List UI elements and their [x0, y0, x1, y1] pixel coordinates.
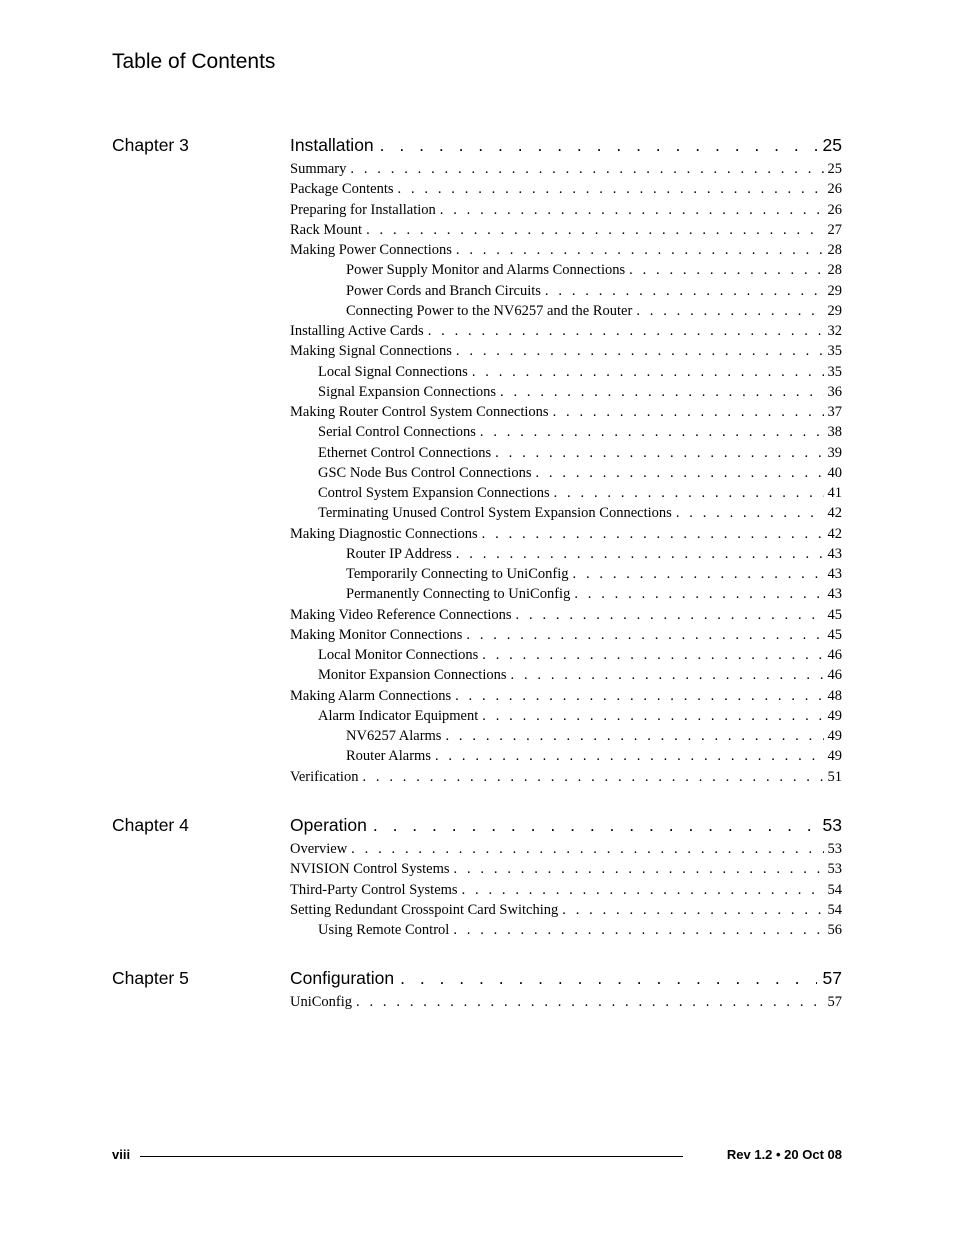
entry-page: 27	[827, 221, 842, 238]
entry-page: 57	[827, 994, 842, 1010]
toc-entry[interactable]	[290, 200, 842, 220]
toc-entry[interactable]	[290, 402, 842, 422]
toc-entry[interactable]	[290, 159, 842, 179]
entry-page: 56	[827, 922, 842, 938]
chapter-label: Chapter 4	[112, 815, 189, 835]
toc-entry[interactable]	[290, 544, 842, 564]
leader-dots	[573, 564, 824, 584]
leader-dots	[456, 341, 824, 361]
toc-entry[interactable]	[290, 503, 842, 523]
entry-title: Alarm Indicator Equipment	[318, 707, 479, 724]
entry-page: 28	[827, 262, 842, 279]
chapter-label: Chapter 5	[112, 968, 189, 988]
leader-dots	[553, 402, 824, 422]
entry-title: UniConfig	[290, 994, 353, 1010]
toc-entry-list	[290, 159, 842, 787]
toc-entry[interactable]	[290, 220, 842, 240]
toc-entry-list	[290, 839, 842, 940]
leader-dots	[482, 706, 823, 726]
entry-page: 25	[827, 161, 842, 177]
leader-dots	[453, 920, 823, 940]
entry-title: Using Remote Control	[318, 922, 450, 938]
leader-dots	[535, 463, 823, 483]
entry-title: Serial Control Connections	[318, 424, 476, 441]
toc-entry[interactable]	[290, 443, 842, 463]
entry-title: Making Router Control System Connections	[290, 404, 549, 420]
entry-title: Summary	[290, 161, 347, 177]
leader-dots	[428, 321, 824, 341]
toc-entry[interactable]	[290, 900, 842, 920]
entry-page: 29	[827, 302, 842, 319]
toc-entry[interactable]	[290, 880, 842, 900]
entry-page: 43	[827, 566, 842, 582]
entry-title: Router Alarms	[346, 748, 431, 765]
leader-dots	[466, 625, 823, 645]
entry-title: Router IP Address	[346, 545, 452, 562]
entry-title: Signal Expansion Connections	[318, 383, 497, 400]
entry-page: 42	[827, 525, 842, 542]
entry-title: Power Cords and Branch Circuits	[346, 282, 541, 299]
chapter-page: 25	[822, 135, 842, 155]
entry-page: 48	[827, 687, 842, 704]
toc-entry[interactable]	[290, 382, 842, 402]
entry-title: NV6257 Alarms	[346, 728, 442, 744]
toc-entry[interactable]	[290, 686, 842, 706]
leader-dots	[356, 992, 823, 1012]
entry-page: 40	[827, 464, 842, 481]
toc-entry[interactable]	[290, 605, 842, 625]
entry-page: 26	[827, 201, 842, 218]
toc-entry[interactable]	[290, 564, 842, 584]
entry-page: 43	[827, 586, 842, 603]
toc-entry[interactable]	[290, 584, 842, 604]
leader-dots	[455, 686, 823, 706]
leader-dots	[398, 179, 824, 199]
entry-page: 46	[827, 647, 842, 663]
toc-entry[interactable]	[290, 767, 842, 787]
leader-dots	[362, 767, 823, 787]
toc-entry[interactable]	[290, 281, 842, 301]
leader-dots	[636, 301, 823, 321]
entry-page: 42	[827, 505, 842, 522]
entry-title: Rack Mount	[290, 221, 363, 238]
entry-page: 45	[827, 606, 842, 623]
chapter-label: Chapter 3	[112, 135, 189, 155]
leader-dots	[495, 443, 823, 463]
entry-page: 36	[827, 383, 842, 400]
leader-dots	[462, 880, 824, 900]
entry-title: Ethernet Control Connections	[318, 444, 492, 461]
entry-page: 41	[827, 485, 842, 501]
toc-entry[interactable]	[290, 746, 842, 766]
entry-page: 35	[827, 363, 842, 380]
chapter-heading-link[interactable]	[290, 133, 842, 157]
leader-dots	[456, 240, 824, 260]
entry-title: Making Monitor Connections	[290, 626, 463, 643]
leader-dots	[445, 726, 823, 746]
leader-dots	[545, 281, 824, 301]
toc-entry[interactable]	[290, 859, 842, 879]
leader-dots	[472, 362, 824, 382]
entry-page: 53	[827, 861, 842, 878]
toc-entry[interactable]	[290, 260, 842, 280]
entry-page: 35	[827, 343, 842, 360]
entry-title: Installing Active Cards	[290, 323, 424, 339]
leader-dots	[454, 859, 824, 879]
entry-page: 39	[827, 444, 842, 461]
entry-title: Monitor Expansion Connections	[318, 667, 507, 684]
leader-dots	[482, 645, 823, 665]
chapter-page: 57	[822, 968, 842, 988]
page-footer	[112, 1146, 842, 1164]
leader-dots	[676, 503, 824, 523]
entry-page: 54	[827, 901, 842, 918]
chapter-page: 53	[822, 815, 842, 835]
entry-page: 49	[827, 707, 842, 724]
entry-page: 32	[827, 323, 842, 339]
chapter-heading-link[interactable]	[290, 813, 842, 837]
entry-title: Making Alarm Connections	[290, 687, 452, 704]
leader-dots	[480, 422, 824, 442]
entry-title: Permanently Connecting to UniConfig	[346, 586, 571, 603]
footer-revision: Rev 1.2 • 20 Oct 08	[726, 1147, 842, 1162]
leader-dots	[456, 544, 824, 564]
toc-entry[interactable]	[290, 625, 842, 645]
entry-page: 51	[827, 768, 842, 785]
toc-entry[interactable]	[290, 920, 842, 940]
entry-page: 37	[827, 404, 842, 420]
entry-title: Terminating Unused Control System Expansion Connections	[318, 505, 672, 522]
footer-page-number: viii	[112, 1147, 131, 1162]
entry-title: Local Signal Connections	[318, 363, 468, 380]
leader-dots	[400, 966, 816, 990]
toc-entry[interactable]	[290, 463, 842, 483]
entry-page: 54	[827, 881, 842, 898]
entry-title: Package Contents	[290, 181, 394, 198]
entry-title: Temporarily Connecting to UniConfig	[346, 566, 569, 582]
toc-entry[interactable]	[290, 362, 842, 382]
toc-entry[interactable]	[290, 179, 842, 199]
toc-entry-list	[290, 992, 842, 1012]
leader-dots	[482, 524, 824, 544]
page-title: Table of Contents	[112, 50, 276, 73]
toc-entry[interactable]	[290, 645, 842, 665]
entry-title: NVISION Control Systems	[290, 861, 450, 878]
leader-dots	[554, 483, 824, 503]
toc-entry[interactable]	[290, 483, 842, 503]
entry-title: Control System Expansion Connections	[318, 485, 550, 501]
leader-dots	[500, 382, 823, 402]
toc-entry[interactable]	[290, 240, 842, 260]
entry-page: 26	[827, 181, 842, 198]
entry-title: Setting Redundant Crosspoint Card Switching	[290, 901, 559, 918]
entry-title: Third-Party Control Systems	[290, 881, 458, 898]
toc-entry[interactable]	[290, 665, 842, 685]
leader-dots	[562, 900, 823, 920]
entry-title: Making Signal Connections	[290, 343, 452, 360]
toc-entry[interactable]	[290, 524, 842, 544]
entry-title: Preparing for Installation	[290, 201, 436, 218]
toc-entry[interactable]	[290, 321, 842, 341]
entry-page: 46	[827, 667, 842, 684]
entry-title: Local Monitor Connections	[318, 647, 479, 663]
toc-entry[interactable]	[290, 839, 842, 859]
entry-page: 45	[827, 626, 842, 643]
entry-title: GSC Node Bus Control Connections	[318, 464, 532, 481]
toc-entry[interactable]	[290, 706, 842, 726]
entry-page: 38	[827, 424, 842, 441]
leader-dots	[373, 813, 817, 837]
entry-page: 43	[827, 545, 842, 562]
toc-entry[interactable]	[290, 422, 842, 442]
toc-entry[interactable]	[290, 726, 842, 746]
entry-page: 28	[827, 242, 842, 258]
entry-title: Making Power Connections	[290, 242, 452, 258]
entry-title: Power Supply Monitor and Alarms Connections	[346, 262, 626, 279]
entry-page: 53	[827, 841, 842, 857]
toc-entry[interactable]	[290, 341, 842, 361]
leader-dots	[516, 605, 824, 625]
leader-dots	[574, 584, 823, 604]
chapter-title: Installation	[290, 135, 374, 155]
entry-page: 29	[827, 282, 842, 299]
entry-title: Verification	[290, 768, 359, 785]
entry-page: 49	[827, 728, 842, 744]
chapter-heading-link[interactable]	[290, 966, 842, 990]
entry-title: Overview	[290, 841, 348, 857]
entry-title: Making Video Reference Connections	[290, 606, 512, 623]
entry-title: Connecting Power to the NV6257 and the Router	[346, 302, 633, 319]
chapter-title: Operation	[290, 815, 367, 835]
toc-entry[interactable]	[290, 301, 842, 321]
chapter-title: Configuration	[290, 968, 395, 988]
footer-rule	[140, 1156, 683, 1157]
leader-dots	[435, 746, 824, 766]
entry-title: Making Diagnostic Connections	[290, 525, 478, 542]
entry-page: 49	[827, 748, 842, 765]
leader-dots	[511, 665, 824, 685]
leader-dots	[440, 200, 824, 220]
leader-dots	[380, 133, 817, 157]
toc-entry[interactable]	[290, 992, 842, 1012]
leader-dots	[350, 159, 823, 179]
leader-dots	[351, 839, 823, 859]
leader-dots	[629, 260, 823, 280]
leader-dots	[366, 220, 823, 240]
